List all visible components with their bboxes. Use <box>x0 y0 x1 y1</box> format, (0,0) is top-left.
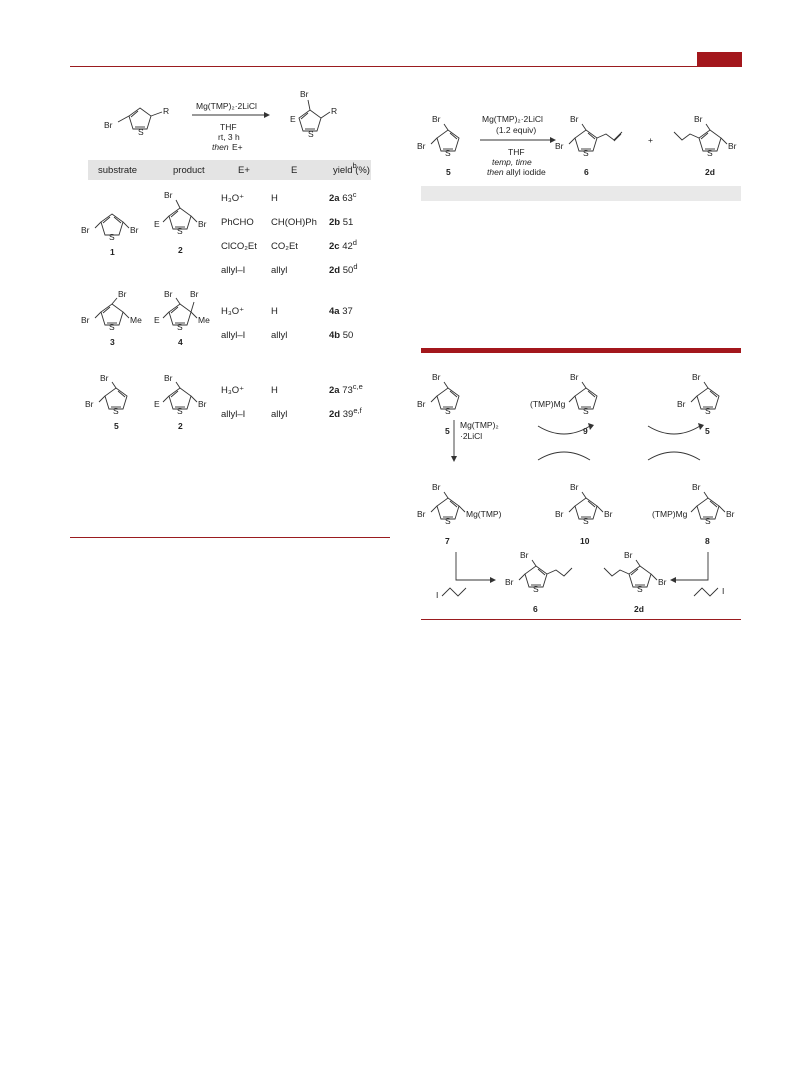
svg-text:E: E <box>154 399 160 409</box>
svg-text:7: 7 <box>445 536 450 546</box>
svg-text:(TMP)Mg: (TMP)Mg <box>652 509 688 519</box>
svg-text:Br: Br <box>604 509 613 519</box>
svg-text:Br: Br <box>190 289 199 299</box>
svg-text:·2LiCl: ·2LiCl <box>460 431 483 441</box>
table1-bottom-rule <box>70 537 390 538</box>
svg-text:Mg(TMP)₂: Mg(TMP)₂ <box>460 420 499 430</box>
svg-text:5: 5 <box>114 421 119 431</box>
svg-text:2d: 2d <box>634 604 644 614</box>
svg-text:10: 10 <box>580 536 590 546</box>
plus-sign: + <box>648 135 653 145</box>
svg-text:Br: Br <box>118 289 127 299</box>
svg-text:1: 1 <box>110 247 115 257</box>
table-row-3-e: CO₂Et <box>271 241 298 252</box>
svg-text:Br: Br <box>692 482 701 492</box>
svg-text:Br: Br <box>164 190 173 200</box>
table-row-1-reagent: H₃O⁺ <box>221 193 245 204</box>
svg-text:6: 6 <box>533 604 538 614</box>
table-row-3-reagent: ClCO₂Et <box>221 241 257 252</box>
svg-text:Br: Br <box>726 509 735 519</box>
svg-text:(TMP)Mg: (TMP)Mg <box>530 399 566 409</box>
scheme2-reagent: Mg(TMP)₂·2LiCl <box>482 114 543 124</box>
scheme3-top-bar <box>421 348 741 353</box>
svg-text:Br: Br <box>81 315 90 325</box>
svg-text:Br: Br <box>198 219 207 229</box>
svg-text:Br: Br <box>570 114 579 124</box>
scheme3-bottom-rule <box>421 619 741 620</box>
svg-text:Br: Br <box>300 89 309 99</box>
svg-text:Br: Br <box>81 225 90 235</box>
svg-text:9: 9 <box>583 426 588 436</box>
svg-text:Br: Br <box>728 141 737 151</box>
svg-text:S: S <box>177 406 183 416</box>
svg-text:R: R <box>163 106 170 116</box>
svg-text:Br: Br <box>677 399 686 409</box>
svg-text:S: S <box>308 129 314 139</box>
svg-text:temp, time: temp, time <box>492 157 532 167</box>
svg-text:Br: Br <box>624 550 633 560</box>
col-product: product <box>173 165 205 176</box>
svg-text:Br: Br <box>198 399 207 409</box>
scheme2-reaction <box>418 110 746 182</box>
table-row-7-reagent: H₃O⁺ <box>221 385 245 396</box>
table-row-6-yield: 4b 50 <box>329 330 354 341</box>
col-yield: yield b (%) <box>333 161 370 176</box>
svg-text:5: 5 <box>445 426 450 436</box>
svg-text:rt, 3 h: rt, 3 h <box>218 132 240 142</box>
svg-text:Br: Br <box>692 372 701 382</box>
table-row-5-e: H <box>271 306 278 317</box>
svg-text:2: 2 <box>178 421 183 431</box>
table1-header-row <box>88 160 371 180</box>
svg-text:S: S <box>705 406 711 416</box>
svg-text:Br: Br <box>417 141 426 151</box>
svg-text:allyl iodide: allyl iodide <box>506 167 546 177</box>
svg-text:Br: Br <box>417 509 426 519</box>
table-row-7-yield: 2a 73$^{c,e}$ <box>329 382 363 396</box>
table1-structures <box>80 188 220 438</box>
svg-text:S: S <box>113 406 119 416</box>
svg-text:S: S <box>707 148 713 158</box>
table-row-1-e: H <box>271 193 278 204</box>
svg-text:S: S <box>583 516 589 526</box>
svg-text:Br: Br <box>570 482 579 492</box>
table-row-2-reagent: PhCHO <box>221 217 254 228</box>
header-accent-tab <box>697 52 742 67</box>
svg-text:S: S <box>637 584 643 594</box>
scheme2-table-header <box>421 186 741 201</box>
header-rule <box>70 66 742 67</box>
table-row-6-e: allyl <box>271 330 288 341</box>
svg-text:6: 6 <box>584 167 589 177</box>
svg-text:S: S <box>109 322 115 332</box>
svg-text:S: S <box>705 516 711 526</box>
svg-text:Br: Br <box>555 509 564 519</box>
svg-text:Br: Br <box>520 550 529 560</box>
svg-text:THF: THF <box>508 147 525 157</box>
table-row-3-yield: 2c 42$^d$ <box>329 238 357 252</box>
col-e: E <box>291 165 298 176</box>
svg-text:S: S <box>109 232 115 242</box>
svg-text:Br: Br <box>570 372 579 382</box>
svg-text:S: S <box>583 406 589 416</box>
svg-text:then: then <box>487 167 504 177</box>
svg-text:5: 5 <box>446 167 451 177</box>
atom-s: S <box>138 127 144 137</box>
svg-text:THF: THF <box>220 122 237 132</box>
svg-text:E: E <box>290 114 296 124</box>
svg-text:Br: Br <box>432 482 441 492</box>
svg-text:S: S <box>445 406 451 416</box>
table-row-6-reagent: allyl–I <box>221 330 246 341</box>
svg-text:Br: Br <box>555 141 564 151</box>
svg-text:Me: Me <box>198 315 210 325</box>
svg-text:E: E <box>154 219 160 229</box>
svg-text:Br: Br <box>658 577 667 587</box>
svg-text:S: S <box>445 148 451 158</box>
table-row-7-e: H <box>271 385 278 396</box>
table1-reaction-scheme <box>88 88 378 160</box>
svg-text:3: 3 <box>110 337 115 347</box>
svg-text:Br: Br <box>104 120 113 130</box>
svg-text:Br: Br <box>694 114 703 124</box>
table-row-4-e: allyl <box>271 265 288 276</box>
svg-text:8: 8 <box>705 536 710 546</box>
svg-text:then: then <box>212 142 229 152</box>
svg-text:4: 4 <box>178 337 183 347</box>
svg-text:E+: E+ <box>232 142 243 152</box>
svg-text:S: S <box>177 226 183 236</box>
svg-text:2: 2 <box>178 245 183 255</box>
svg-text:R: R <box>331 106 338 116</box>
table-row-2-yield: 2b 51 <box>329 217 354 228</box>
col-substrate: substrate <box>98 165 138 176</box>
reagent-text: Mg(TMP)₂·2LiCl <box>196 101 257 111</box>
svg-text:S: S <box>533 584 539 594</box>
table-row-8-yield: 2d 39$^{e,f}$ <box>329 406 362 420</box>
svg-text:Br: Br <box>432 372 441 382</box>
col-electrophile: E+ <box>238 165 250 176</box>
svg-text:Br: Br <box>505 577 514 587</box>
svg-text:5: 5 <box>705 426 710 436</box>
svg-text:Br: Br <box>164 373 173 383</box>
scheme3-mechanism <box>418 370 746 620</box>
svg-text:Br: Br <box>130 225 139 235</box>
svg-text:Br: Br <box>100 373 109 383</box>
svg-text:E: E <box>154 315 160 325</box>
table-row-4-reagent: allyl–I <box>221 265 246 276</box>
svg-text:Me: Me <box>130 315 142 325</box>
svg-text:I: I <box>722 586 725 596</box>
svg-text:(1.2 equiv): (1.2 equiv) <box>496 125 537 135</box>
table-row-5-reagent: H₃O⁺ <box>221 306 245 317</box>
svg-text:S: S <box>177 322 183 332</box>
table-row-5-yield: 4a 37 <box>329 306 353 317</box>
svg-text:Br: Br <box>164 289 173 299</box>
svg-text:2d: 2d <box>705 167 715 177</box>
table-row-8-e: allyl <box>271 409 288 420</box>
svg-text:Br: Br <box>417 399 426 409</box>
svg-text:Br: Br <box>432 114 441 124</box>
svg-text:S: S <box>583 148 589 158</box>
table-row-8-reagent: allyl–I <box>221 409 246 420</box>
table-row-1-yield: 2a 63$^c$ <box>329 190 357 204</box>
svg-text:Mg(TMP): Mg(TMP) <box>466 509 502 519</box>
svg-text:Br: Br <box>85 399 94 409</box>
svg-text:I: I <box>436 590 439 600</box>
table-row-2-e: CH(OH)Ph <box>271 217 317 228</box>
table-row-4-yield: 2d 50$^d$ <box>329 262 358 276</box>
svg-text:S: S <box>445 516 451 526</box>
